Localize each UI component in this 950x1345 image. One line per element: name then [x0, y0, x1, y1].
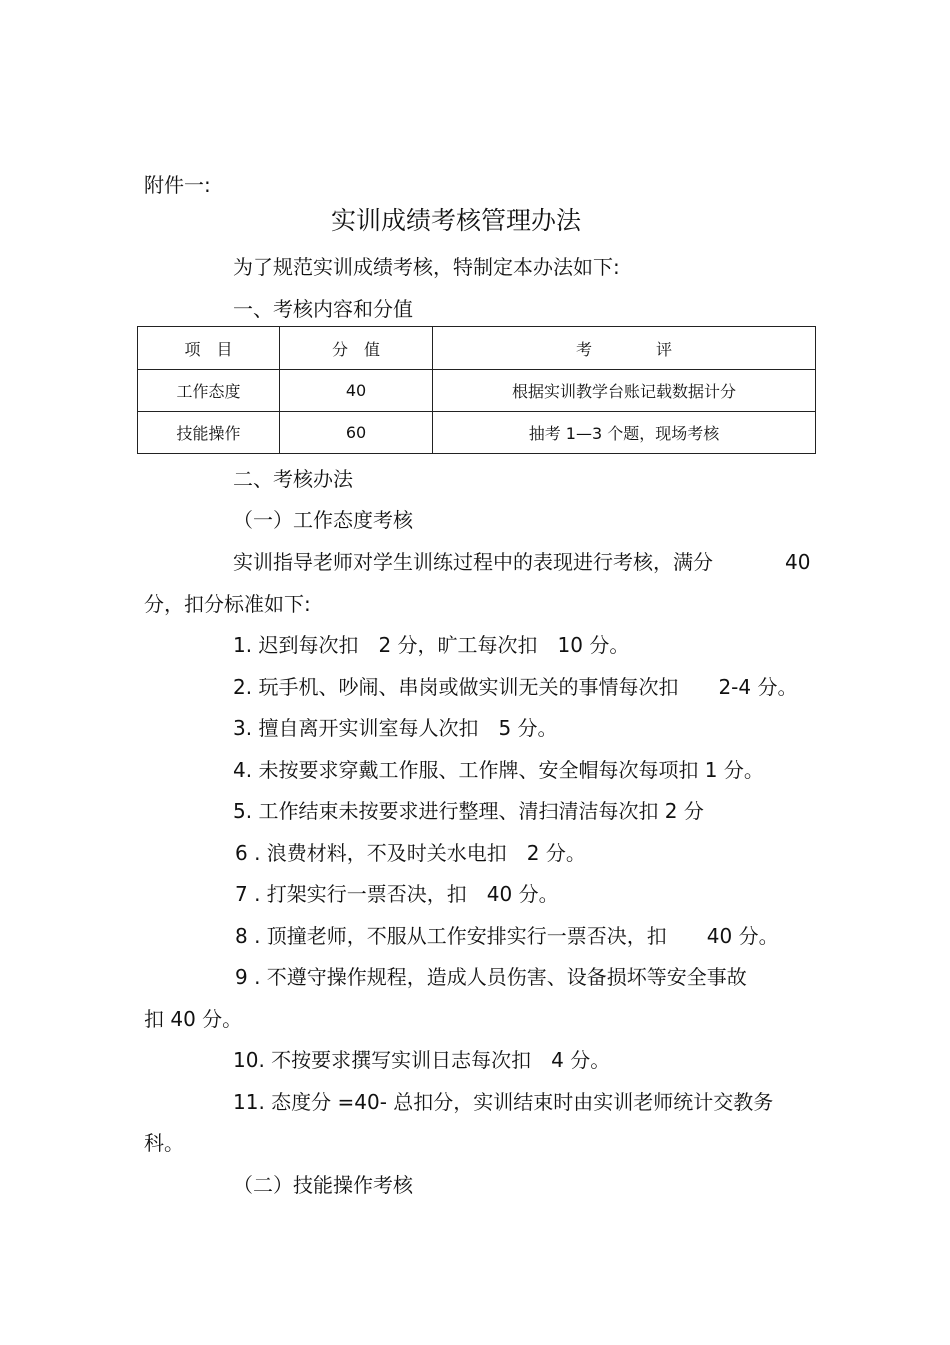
subsection1-heading: （一）工作态度考核 [233, 508, 413, 532]
table-cell: 60 [280, 412, 433, 454]
rule-item: 9 . 不遵守操作规程，造成人员伤害、设备损坏等安全事故 [235, 965, 747, 989]
header-evaluation: 考 评 [433, 327, 816, 370]
table-cell: 40 [280, 370, 433, 412]
table-cell: 根据实训教学台账记载数据计分 [433, 370, 816, 412]
paragraph-line: 实训指导老师对学生训练过程中的表现进行考核，满分 [233, 550, 713, 574]
attachment-label: 附件一: [144, 173, 211, 197]
rule-item: 8 . 顶撞老师，不服从工作安排实行一票否决，扣 40 分。 [235, 924, 779, 948]
rule-item: 1. 迟到每次扣 2 分，旷工每次扣 10 分。 [233, 633, 630, 657]
header-score: 分 值 [280, 327, 433, 370]
score-table [137, 326, 816, 454]
rule-item: 7 . 打架实行一票否决，扣 40 分。 [235, 882, 559, 906]
table-row [138, 412, 816, 454]
table-cell: 工作态度 [138, 370, 280, 412]
table-header-row [138, 327, 816, 370]
rule-item: 2. 玩手机、吵闹、串岗或做实训无关的事情每次扣 2-4 分。 [233, 675, 798, 699]
rule-item: 6 . 浪费材料，不及时关水电扣 2 分。 [235, 841, 586, 865]
rule-item-continuation: 扣 40 分。 [144, 1007, 243, 1031]
paragraph-value: 40 [785, 550, 811, 574]
rule-item-continuation: 科。 [144, 1131, 184, 1155]
section2-heading: 二、考核办法 [233, 467, 353, 491]
paragraph-line: 分，扣分标准如下: [144, 592, 311, 616]
section1-heading: 一、考核内容和分值 [233, 297, 413, 321]
rule-item: 5. 工作结束未按要求进行整理、清扫清洁每次扣 2 分 [233, 799, 704, 823]
table-cell: 抽考 1—3 个题，现场考核 [433, 412, 816, 454]
rule-item: 11. 态度分 =40- 总扣分，实训结束时由实训老师统计交教务 [233, 1090, 774, 1114]
page-title: 实训成绩考核管理办法 [331, 206, 582, 235]
table-row [138, 370, 816, 412]
intro-text: 为了规范实训成绩考核，特制定本办法如下: [233, 255, 620, 279]
rule-item: 4. 未按要求穿戴工作服、工作牌、安全帽每次每项扣 1 分。 [233, 758, 764, 782]
subsection2-heading: （二）技能操作考核 [233, 1173, 413, 1197]
rule-item: 3. 擅自离开实训室每人次扣 5 分。 [233, 716, 558, 740]
table-cell: 技能操作 [138, 412, 280, 454]
rule-item: 10. 不按要求撰写实训日志每次扣 4 分。 [233, 1048, 611, 1072]
header-item: 项 目 [138, 327, 280, 370]
